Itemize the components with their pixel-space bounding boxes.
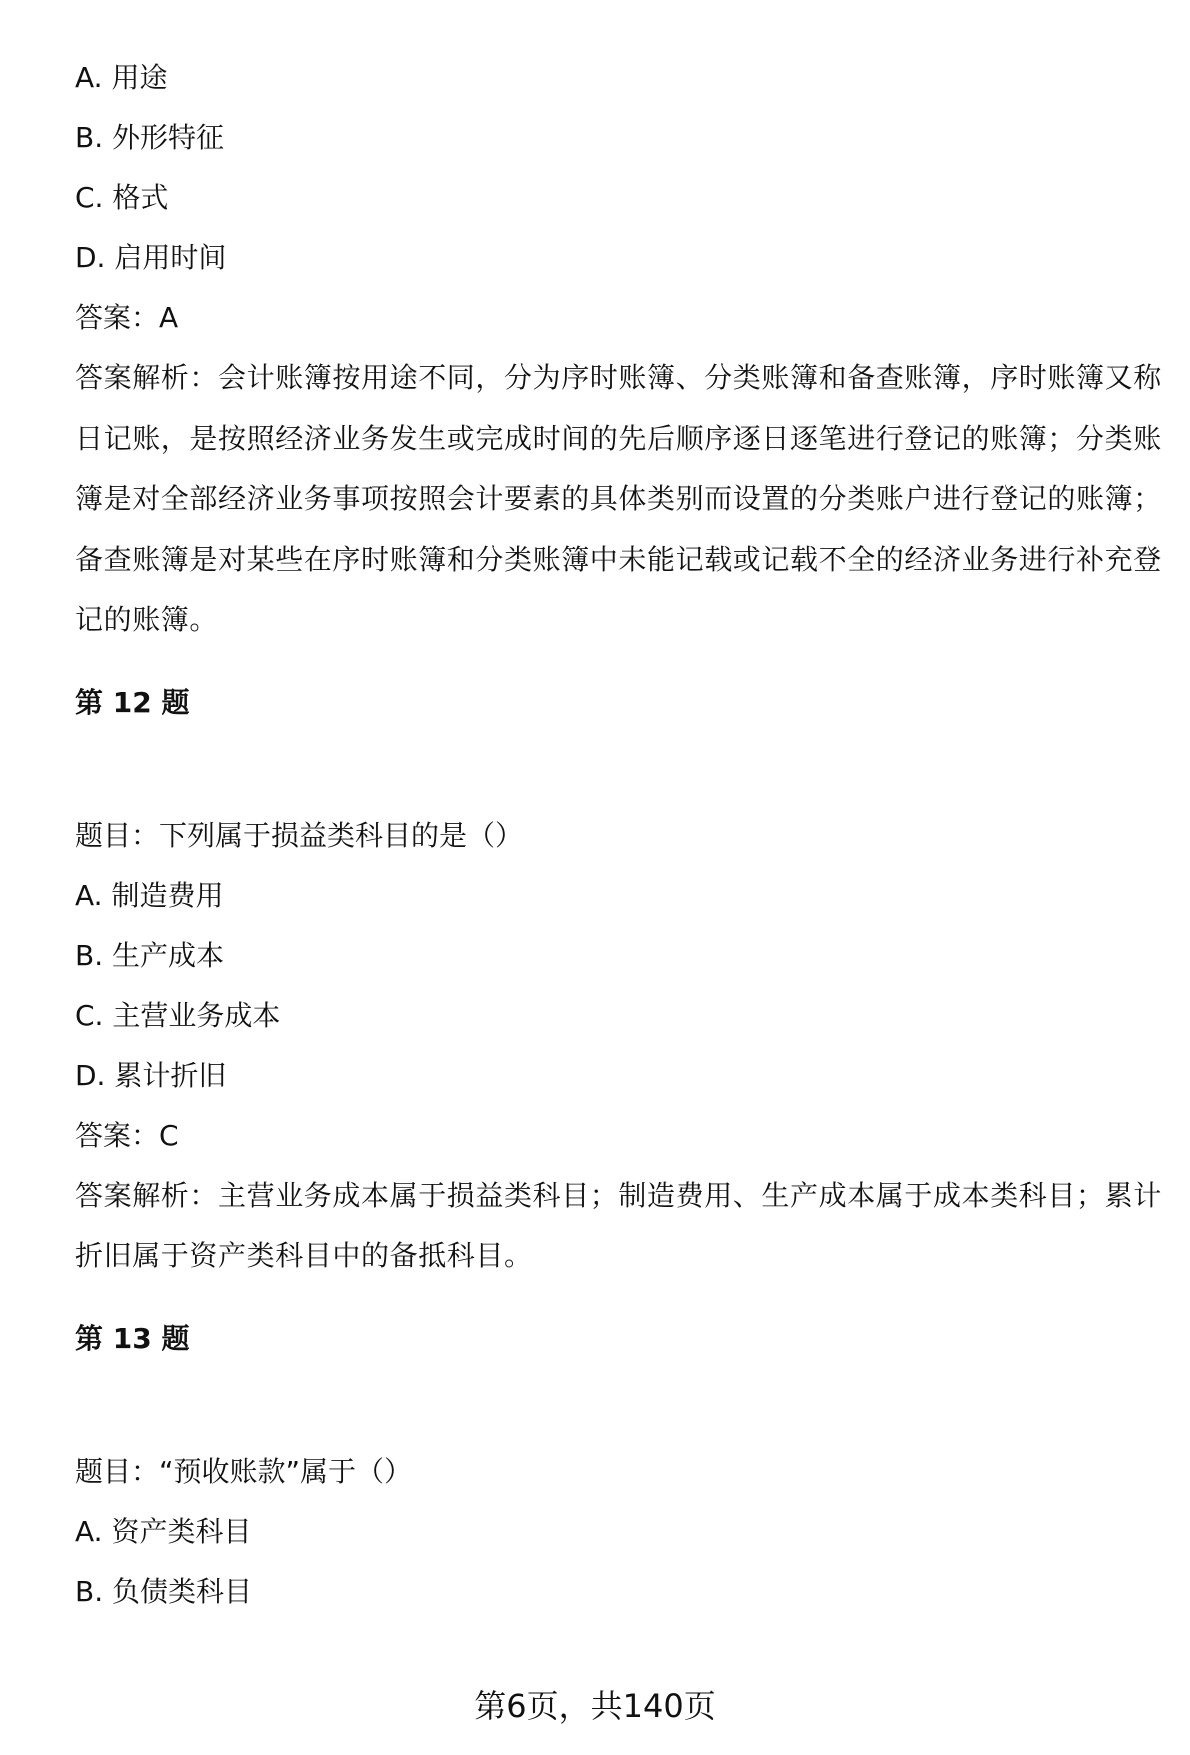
option-b: B. 负债类科目: [75, 1574, 253, 1608]
document-page: [75, 48, 1170, 1622]
option-c: C. 主营业务成本: [75, 998, 281, 1032]
option-b: B. 生产成本: [75, 938, 225, 972]
question-12-explanation: 答案解析：主营业务成本属于损益类科目；制造费用、生产成本属于成本类科目；累计折旧属于资产类科目中的备抵科目。: [75, 1178, 1162, 1272]
question-13-text: 题目：“预收账款”属于（）: [75, 1454, 413, 1488]
option-a: A. 资产类科目: [75, 1514, 252, 1548]
question-13-options: [75, 1502, 1170, 1622]
question-13-heading: 第 13 题: [75, 1321, 190, 1355]
option-a: A. 制造费用: [75, 878, 224, 912]
option-d: D. 累计折旧: [75, 1058, 227, 1092]
prev-question-answer: 答案：A: [75, 301, 179, 334]
question-12-heading: 第 12 题: [75, 685, 190, 719]
question-12-answer: 答案：C: [75, 1118, 179, 1152]
option-b: B. 外形特征: [75, 121, 225, 154]
option-a: A. 用途: [75, 61, 168, 94]
option-c: C. 格式: [75, 181, 169, 214]
prev-question-explanation: 答案解析：会计账簿按用途不同，分为序时账簿、分类账簿和备查账簿，序时账簿又称日记账，是按照经济业务发生或完成时间的先后顺序逐日逐笔进行登记的账簿；分类账簿是对全部经济业务事项按照会计要素的具体类别而设置的分类账户进行登记的账簿；备查账簿是对某些在序时账簿和分类账簿中未能记载或记载不全的经济业务进行补充登记的账簿。: [75, 361, 1162, 636]
option-d: D. 启用时间: [75, 241, 227, 274]
question-12-options: [75, 866, 1170, 1106]
question-12-text: 题目：下列属于损益类科目的是（）: [75, 818, 524, 852]
prev-question-options: [75, 48, 1170, 288]
page-number-footer: 第6页，共140页: [474, 1687, 716, 1725]
